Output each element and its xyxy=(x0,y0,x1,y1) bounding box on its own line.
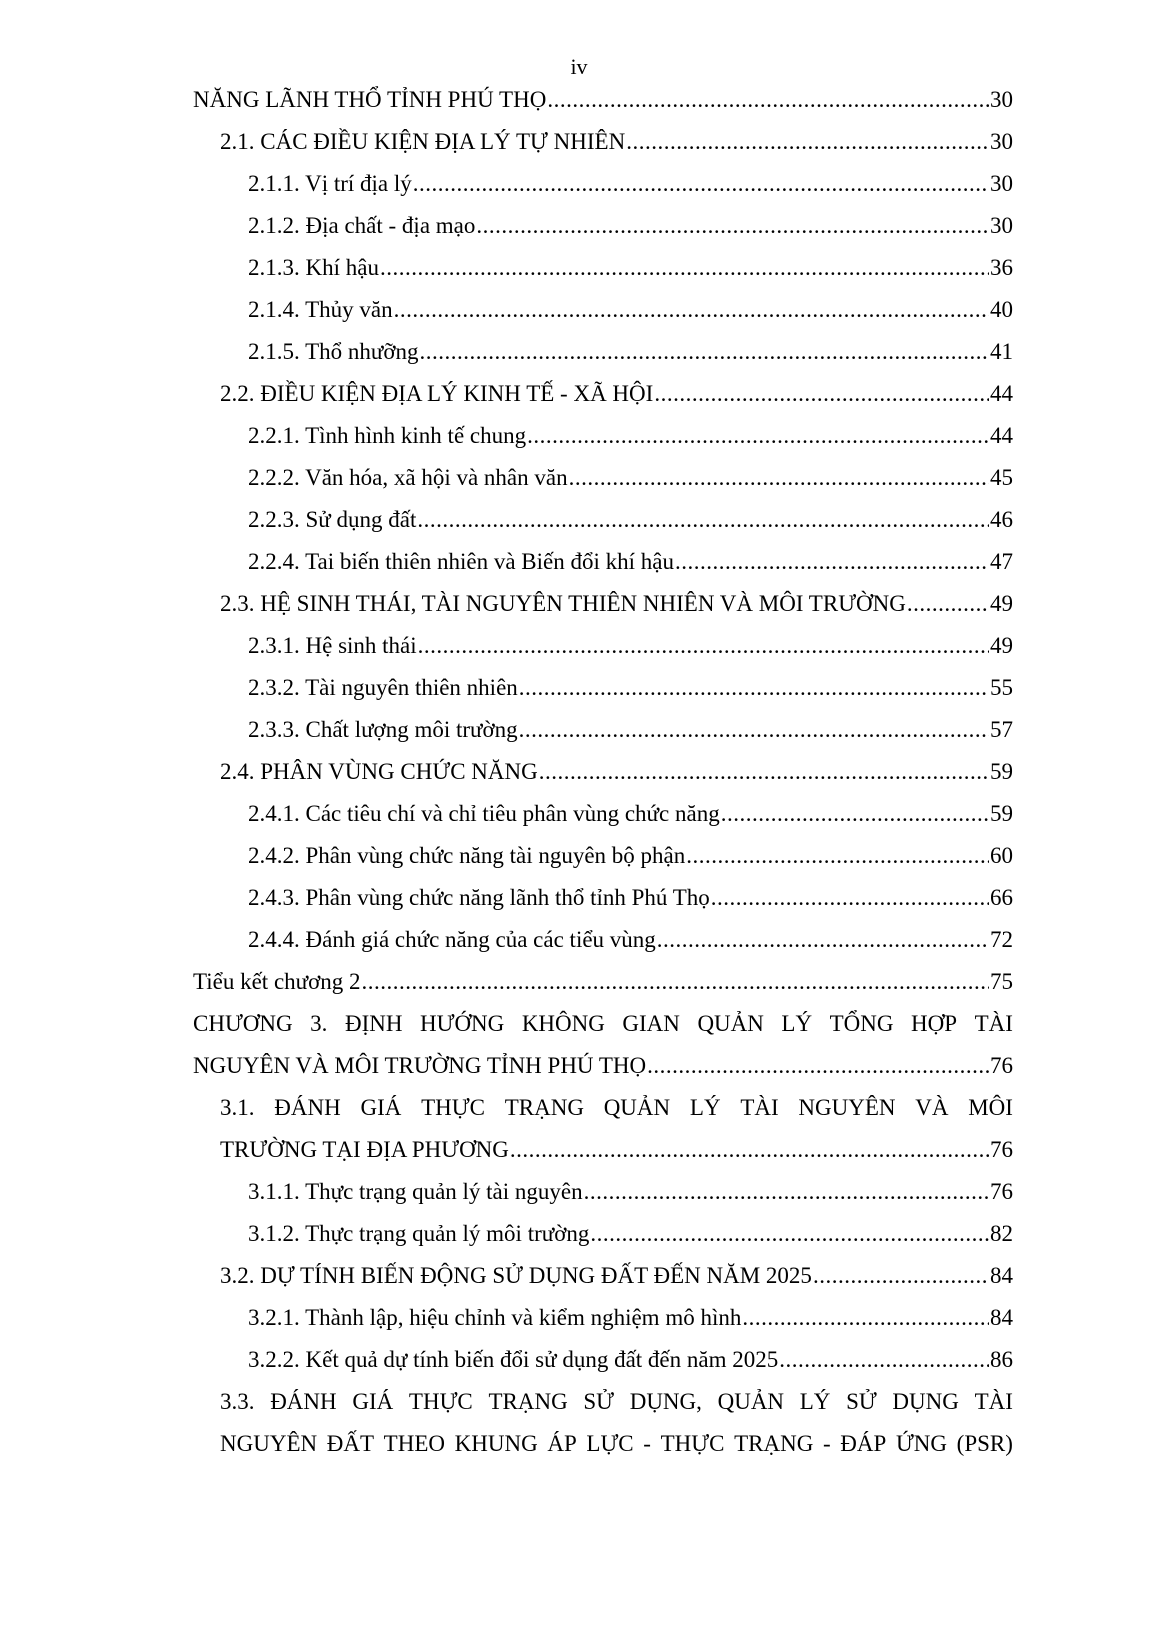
dot-leader xyxy=(779,1340,989,1380)
toc-entry-page: 46 xyxy=(990,507,1013,532)
toc-entry[interactable] xyxy=(248,458,1013,498)
dot-leader xyxy=(380,248,989,288)
toc-entry-title: 2.4.2. Phân vùng chức năng tài nguyên bộ phận xyxy=(248,843,686,868)
dot-leader xyxy=(420,332,989,372)
dot-leader xyxy=(711,878,989,918)
dot-leader xyxy=(657,920,989,960)
heading-word: QUẢN xyxy=(697,1011,764,1036)
heading-word: 3. xyxy=(310,1011,328,1036)
toc-entry-title: 2.1.5. Thổ nhưỡng xyxy=(248,339,419,364)
toc-entry-page: 44 xyxy=(990,381,1013,406)
toc-entry-title: 2.4.3. Phân vùng chức năng lãnh thổ tỉnh Phú Thọ xyxy=(248,885,710,910)
toc-entry[interactable] xyxy=(248,668,1013,708)
toc-entry[interactable] xyxy=(248,1298,1013,1338)
toc-entry[interactable] xyxy=(220,1130,1013,1170)
toc-entry-page: 49 xyxy=(990,591,1013,616)
toc-entry-page: 44 xyxy=(990,423,1013,448)
toc-entry-page: 57 xyxy=(990,717,1013,742)
dot-leader xyxy=(813,1256,989,1296)
toc-entry-title: 2.2.4. Tai biến thiên nhiên và Biến đổi khí hậu xyxy=(248,549,674,574)
dot-leader xyxy=(547,80,989,120)
toc-entry[interactable] xyxy=(248,416,1013,456)
dot-leader xyxy=(417,500,989,540)
toc-entry[interactable] xyxy=(248,1214,1013,1254)
heading-word: ĐẤT xyxy=(326,1431,375,1456)
heading-word: 3.1. xyxy=(220,1095,255,1120)
dot-leader xyxy=(519,668,989,708)
heading-word: QUẢN xyxy=(717,1389,785,1414)
heading-word: VÀ xyxy=(915,1095,949,1120)
heading-word: MÔI xyxy=(968,1095,1013,1120)
heading-word: ĐÁNH xyxy=(274,1095,341,1120)
dot-leader xyxy=(510,1130,989,1170)
toc-entry-title: 2.1.2. Địa chất - địa mạo xyxy=(248,213,476,238)
toc-entry[interactable] xyxy=(248,1340,1013,1380)
toc-entry-page: 59 xyxy=(990,759,1013,784)
toc-entry-title: 2.2.3. Sử dụng đất xyxy=(248,507,417,532)
heading-word: TÀI xyxy=(974,1011,1013,1036)
dot-leader xyxy=(527,416,989,456)
toc-entry[interactable] xyxy=(248,626,1013,666)
heading-word: THỰC xyxy=(421,1095,485,1120)
toc-entry-title: 2.2.2. Văn hóa, xã hội và nhân văn xyxy=(248,465,568,490)
dot-leader xyxy=(476,206,989,246)
toc-entry-page: 47 xyxy=(990,549,1013,574)
dot-leader xyxy=(626,122,989,162)
heading-word: QUẢN xyxy=(603,1095,671,1120)
toc-entry[interactable] xyxy=(248,500,1013,540)
toc-entry-title: NĂNG LÃNH THỔ TỈNH PHÚ THỌ xyxy=(193,87,547,112)
heading-word: LÝ xyxy=(781,1011,813,1036)
toc-entry-page: 30 xyxy=(990,171,1013,196)
heading-word: HỢP xyxy=(911,1011,958,1036)
toc-entry-page: 45 xyxy=(990,465,1013,490)
toc-entry-title: 2.4.4. Đánh giá chức năng của các tiểu vùng xyxy=(248,927,656,952)
heading-word: ĐÁP xyxy=(840,1431,887,1456)
toc-entry-title: 2.3. HỆ SINH THÁI, TÀI NGUYÊN THIÊN NHIÊN VÀ MÔI TRƯỜNG xyxy=(220,591,906,616)
heading-word: LÝ xyxy=(799,1389,831,1414)
toc-entry[interactable] xyxy=(248,794,1013,834)
toc-entry[interactable] xyxy=(248,332,1013,372)
toc-entry[interactable] xyxy=(220,122,1013,162)
dot-leader xyxy=(721,794,989,834)
heading-word: LỰC xyxy=(586,1431,634,1456)
toc-entry-page: 72 xyxy=(990,927,1013,952)
toc-entry[interactable] xyxy=(220,374,1013,414)
toc-entry-page: 60 xyxy=(990,843,1013,868)
toc-entry-page: 41 xyxy=(990,339,1013,364)
heading-word: TRẠNG xyxy=(734,1431,814,1456)
toc-entry-title: 2.1. CÁC ĐIỀU KIỆN ĐỊA LÝ TỰ NHIÊN xyxy=(220,129,626,154)
dot-leader xyxy=(569,458,989,498)
heading-word: NGUYÊN xyxy=(798,1095,896,1120)
dot-leader xyxy=(675,542,989,582)
toc-entry[interactable] xyxy=(248,290,1013,330)
toc-entry-title: 2.2.1. Tình hình kinh tế chung xyxy=(248,423,527,448)
toc-entry-page: 40 xyxy=(990,297,1013,322)
heading-word: ỨNG xyxy=(895,1431,948,1456)
toc-entry-page: 76 xyxy=(990,1137,1013,1162)
heading-word: ÁP xyxy=(547,1431,577,1456)
toc-entry-title: 2.3.2. Tài nguyên thiên nhiên xyxy=(248,675,518,700)
heading-word: - xyxy=(643,1431,651,1456)
toc-entry-page: 49 xyxy=(990,633,1013,658)
dot-leader xyxy=(590,1214,989,1254)
toc-entry[interactable] xyxy=(248,710,1013,750)
heading-word: LÝ xyxy=(689,1095,721,1120)
toc-entry-page: 36 xyxy=(990,255,1013,280)
dot-leader xyxy=(418,626,989,666)
heading-word: (PSR) xyxy=(956,1431,1013,1456)
heading-word: NGUYÊN xyxy=(220,1431,318,1456)
toc-entry[interactable] xyxy=(220,752,1013,792)
toc-entry[interactable] xyxy=(220,584,1013,624)
dot-leader xyxy=(394,290,989,330)
toc-section-3-3-heading-line[interactable] xyxy=(220,1382,1013,1422)
toc-chapter-3-heading-line[interactable] xyxy=(193,1004,1013,1044)
dot-leader xyxy=(647,1046,989,1086)
toc-section-3-1-heading-line[interactable] xyxy=(220,1088,1013,1128)
heading-word: TRẠNG xyxy=(488,1389,568,1414)
toc-entry[interactable] xyxy=(248,1172,1013,1212)
heading-word: TÀI xyxy=(974,1389,1013,1414)
toc-entry-title: 2.3.1. Hệ sinh thái xyxy=(248,633,417,658)
toc-entry-title: 2.1.1. Vị trí địa lý xyxy=(248,171,412,196)
toc-entry-page: 86 xyxy=(990,1347,1013,1372)
dot-leader xyxy=(539,752,989,792)
toc-entry-title: 2.4. PHÂN VÙNG CHỨC NĂNG xyxy=(220,759,538,784)
heading-word: SỬ xyxy=(846,1389,877,1414)
heading-word: DỤNG xyxy=(892,1389,959,1414)
heading-word: HƯỚNG xyxy=(419,1011,505,1036)
toc-entry-page: 55 xyxy=(990,675,1013,700)
heading-word: THỰC xyxy=(408,1389,473,1414)
toc-entry-title: 2.1.3. Khí hậu xyxy=(248,255,379,280)
toc-entry[interactable] xyxy=(248,878,1013,918)
toc-entry-page: 84 xyxy=(990,1263,1013,1288)
toc-entry-title: 2.1.4. Thủy văn xyxy=(248,297,393,322)
heading-word: CHƯƠNG xyxy=(193,1011,293,1036)
dot-leader xyxy=(413,164,989,204)
heading-word: KHUNG xyxy=(454,1431,538,1456)
dot-leader xyxy=(742,1298,989,1338)
heading-word: TỔNG xyxy=(829,1011,894,1036)
heading-word: GIÁ xyxy=(352,1389,394,1414)
toc-entry[interactable] xyxy=(248,836,1013,876)
heading-word: GIÁ xyxy=(360,1095,402,1120)
heading-word: - xyxy=(822,1431,831,1456)
toc-entry-title: 2.3.3. Chất lượng môi trường xyxy=(248,717,518,742)
toc-entry-page: 30 xyxy=(990,213,1013,238)
toc-entry-title: 3.2.2. Kết quả dự tính biến đổi sử dụng đất đến năm 2025 xyxy=(248,1347,779,1372)
toc-entry[interactable] xyxy=(248,920,1013,960)
toc-entry[interactable] xyxy=(220,1256,1013,1296)
toc-entry[interactable] xyxy=(248,542,1013,582)
toc-entry[interactable] xyxy=(248,206,1013,246)
heading-word: ĐỊNH xyxy=(344,1011,403,1036)
toc-section-3-3-heading-line[interactable] xyxy=(220,1424,1013,1464)
toc-entry-title: 2.2. ĐIỀU KIỆN ĐỊA LÝ KINH TẾ - XÃ HỘI xyxy=(220,381,654,406)
heading-word: KHÔNG xyxy=(521,1011,605,1036)
toc-entry-page: 84 xyxy=(990,1305,1013,1330)
heading-word: SỬ xyxy=(583,1389,615,1414)
toc-entry[interactable] xyxy=(193,80,1013,120)
toc-entry-title: NGUYÊN VÀ MÔI TRƯỜNG TỈNH PHÚ THỌ xyxy=(193,1053,647,1078)
toc-entry-title: 2.4.1. Các tiêu chí và chỉ tiêu phân vùng chức năng xyxy=(248,801,720,826)
toc-entry-page: 76 xyxy=(990,1053,1013,1078)
heading-word: THEO xyxy=(383,1431,445,1456)
heading-word: THỰC xyxy=(660,1431,725,1456)
page-number: iv xyxy=(570,54,588,79)
toc-entry[interactable] xyxy=(193,962,1013,1002)
heading-word: DỤNG, xyxy=(629,1389,702,1414)
toc-entry-title: 3.2. DỰ TÍNH BIẾN ĐỘNG SỬ DỤNG ĐẤT ĐẾN NĂM 2025 xyxy=(220,1263,812,1288)
toc-entry-page: 66 xyxy=(990,885,1013,910)
toc-entry[interactable] xyxy=(248,248,1013,288)
dot-leader xyxy=(686,836,989,876)
toc-entry-title: 3.1.1. Thực trạng quản lý tài nguyên xyxy=(248,1179,583,1204)
toc-entry-title: Tiểu kết chương 2 xyxy=(193,969,361,994)
heading-word: ĐÁNH xyxy=(270,1389,337,1414)
toc-entry-page: 76 xyxy=(990,1179,1013,1204)
toc-entry-title: 3.2.1. Thành lập, hiệu chỉnh và kiểm nghiệm mô hình xyxy=(248,1305,742,1330)
dot-leader xyxy=(907,584,989,624)
heading-word: TRẠNG xyxy=(504,1095,584,1120)
dot-leader xyxy=(654,374,989,414)
toc-entry-title: TRƯỜNG TẠI ĐỊA PHƯƠNG xyxy=(220,1137,509,1162)
heading-word: TÀI xyxy=(740,1095,779,1120)
toc-entry[interactable] xyxy=(248,164,1013,204)
toc-entry-page: 30 xyxy=(990,87,1013,112)
toc-entry[interactable] xyxy=(193,1046,1013,1086)
heading-word: 3.3. xyxy=(220,1389,255,1414)
toc-entry-title: 3.1.2. Thực trạng quản lý môi trường xyxy=(248,1221,590,1246)
heading-word: GIAN xyxy=(622,1011,680,1036)
dot-leader xyxy=(362,962,989,1002)
dot-leader xyxy=(584,1172,989,1212)
toc-entry-page: 75 xyxy=(990,969,1013,994)
toc-entry-page: 82 xyxy=(990,1221,1013,1246)
dot-leader xyxy=(519,710,989,750)
toc-entry-page: 30 xyxy=(990,129,1013,154)
toc-entry-page: 59 xyxy=(990,801,1013,826)
